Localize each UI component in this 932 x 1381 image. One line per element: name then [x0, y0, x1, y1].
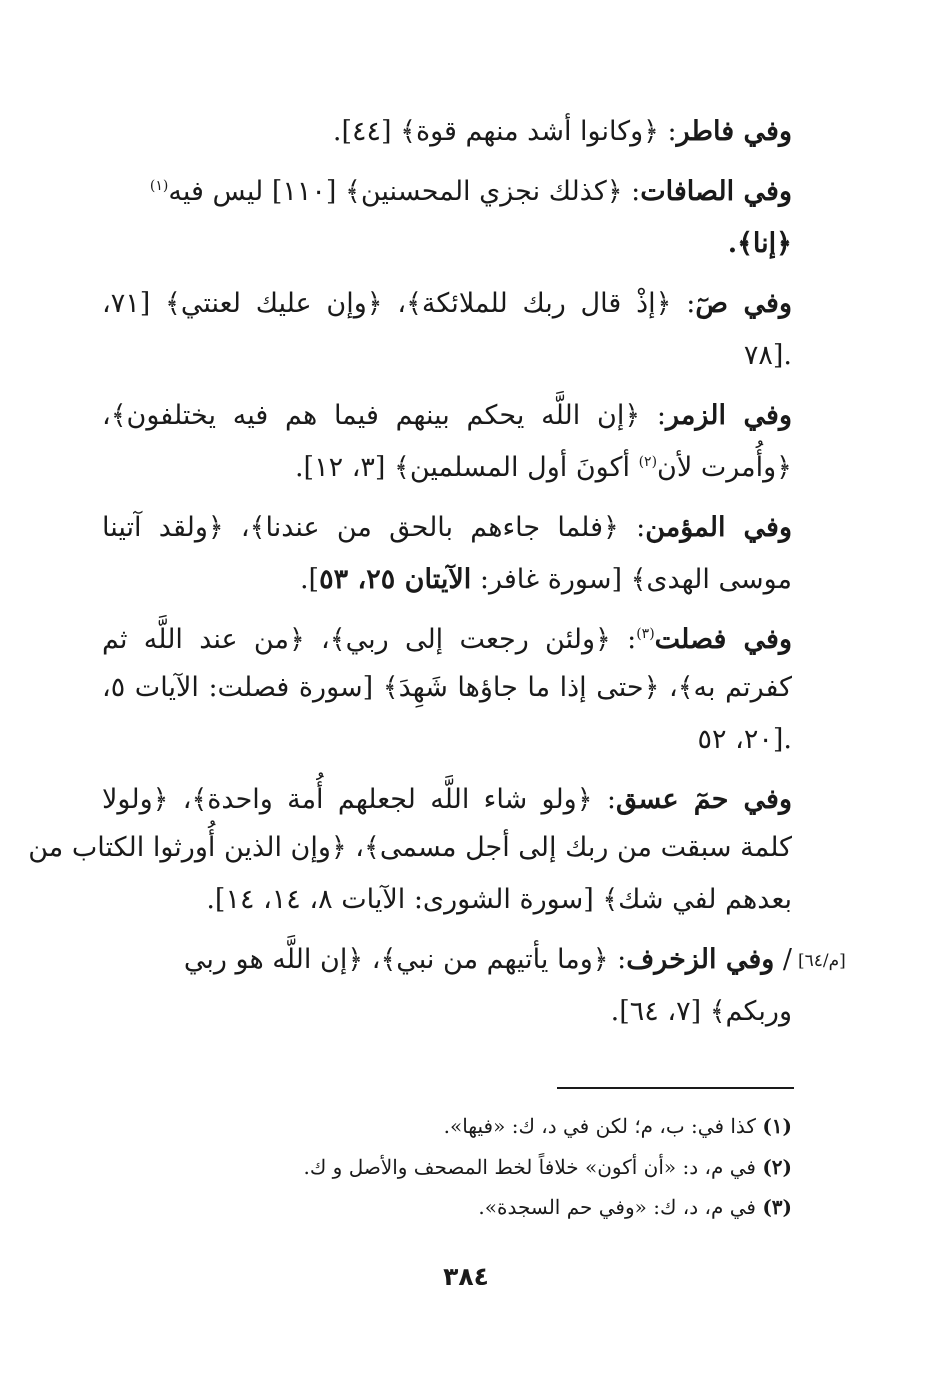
ayah-numbers: الآيتان ٢٥، ٥٣ — [319, 564, 472, 595]
surah-label: وفي الصافات — [640, 176, 792, 207]
line-text: ﴿إنا﴾. — [727, 228, 792, 259]
text-line — [102, 284, 792, 324]
line-text: كلمة سبقت من ربك إلى أجل مسمى﴾، ﴿وإن الذين أُورثوا الكتاب من — [28, 832, 792, 863]
line-text: : ﴿وكانوا أشد منهم قوة﴾ [٤٤]. — [332, 116, 677, 147]
footnote-ref[interactable]: (٢) — [638, 454, 658, 470]
line-text: : ﴿فلما جاءهم بالحق من عندنا﴾، ﴿ولقد آتينا — [102, 512, 646, 543]
line-text: ]. — [299, 564, 320, 595]
line-text: : ﴿إذْ قال ربك للملائكة﴾، ﴿وإن عليك لعنتي﴾ [٧١، — [102, 288, 696, 319]
text-line — [28, 828, 792, 868]
surah-label: وفي حمٓ عسق — [615, 784, 793, 815]
text-line — [300, 560, 792, 600]
line-text: ٢٠، ٥٢]. — [697, 724, 792, 755]
text-line — [728, 224, 792, 264]
line-text: كفرتم به﴾، ﴿حتى إذا ما جاؤها شَهِدَ﴾ [سورة فصلت: الآيات ٥، — [102, 672, 792, 703]
footnote — [303, 1152, 792, 1182]
text-line — [184, 940, 792, 980]
text-line — [611, 992, 792, 1032]
page-break-mark: / — [774, 944, 792, 975]
line-text: وربكم﴾ [٧، ٦٤]. — [610, 996, 792, 1027]
surah-label: وفي فصلت — [654, 624, 793, 655]
line-text: : ﴿كذلك نجزي المحسنين﴾ [١١٠] ليس فيه — [168, 176, 641, 207]
margin-note: [م/٦٤] — [798, 951, 846, 971]
line-text: ﴿وأُمرت لأن — [657, 452, 792, 483]
text-line — [333, 112, 792, 152]
footnote-text: في م، د: «أن أكون» خلافاً لخط المصحف والأصل و ك. — [303, 1155, 756, 1179]
text-line — [150, 172, 792, 212]
line-text: موسى الهدى﴾ [سورة غافر: — [471, 564, 792, 595]
footnote-divider — [557, 1087, 794, 1089]
text-line — [102, 668, 792, 708]
surah-label: وفي صٓ — [695, 288, 792, 319]
page-number: ٣٨٤ — [443, 1262, 489, 1291]
text-line — [102, 780, 792, 820]
surah-label: وفي الزخرف — [626, 944, 775, 975]
text-line — [698, 720, 792, 760]
line-text: : ﴿إن اللَّه يحكم بينهم فيما هم فيه يختلفون﴾، — [102, 400, 666, 431]
footnote — [444, 1111, 792, 1141]
surah-label: وفي فاطر — [676, 116, 792, 147]
text-line — [102, 396, 792, 436]
text-line — [206, 880, 792, 920]
line-text: : ﴿ولو شاء اللَّه لجعلهم أُمة واحدة﴾، ﴿ولولا — [102, 784, 616, 815]
text-line — [102, 620, 792, 660]
text-line — [744, 336, 792, 376]
footnote-ref[interactable]: (٣) — [636, 626, 655, 642]
line-text: أكونَ أول المسلمين﴾ [٣، ١٢]. — [294, 452, 639, 483]
surah-label: وفي المؤمن — [645, 512, 792, 543]
footnote-ref[interactable]: (١) — [149, 178, 169, 194]
footnote-text: في م، د، ك: «وفي حم السجدة». — [478, 1195, 756, 1219]
footnote-number: (٣) — [762, 1195, 792, 1219]
text-line — [102, 508, 792, 548]
line-text: : ﴿وما يأتيهم من نبي﴾، ﴿إن اللَّه هو ربي — [183, 944, 627, 975]
line-text: : ﴿ولئن رجعت إلى ربي﴾، ﴿من عند اللَّه ثم — [102, 624, 637, 655]
text-line — [295, 448, 792, 488]
footnote — [478, 1192, 792, 1222]
footnote-number: (٢) — [762, 1155, 792, 1179]
surah-label: وفي الزمر — [666, 400, 792, 431]
line-text: ٧٨]. — [743, 340, 792, 371]
footnote-text: كذا في: ب، م؛ لكن في د، ك: «فيها». — [443, 1114, 756, 1138]
footnote-number: (١) — [762, 1114, 792, 1138]
line-text: بعدهم لفي شك﴾ [سورة الشورى: الآيات ٨، ١٤، ١٤]. — [206, 884, 792, 915]
